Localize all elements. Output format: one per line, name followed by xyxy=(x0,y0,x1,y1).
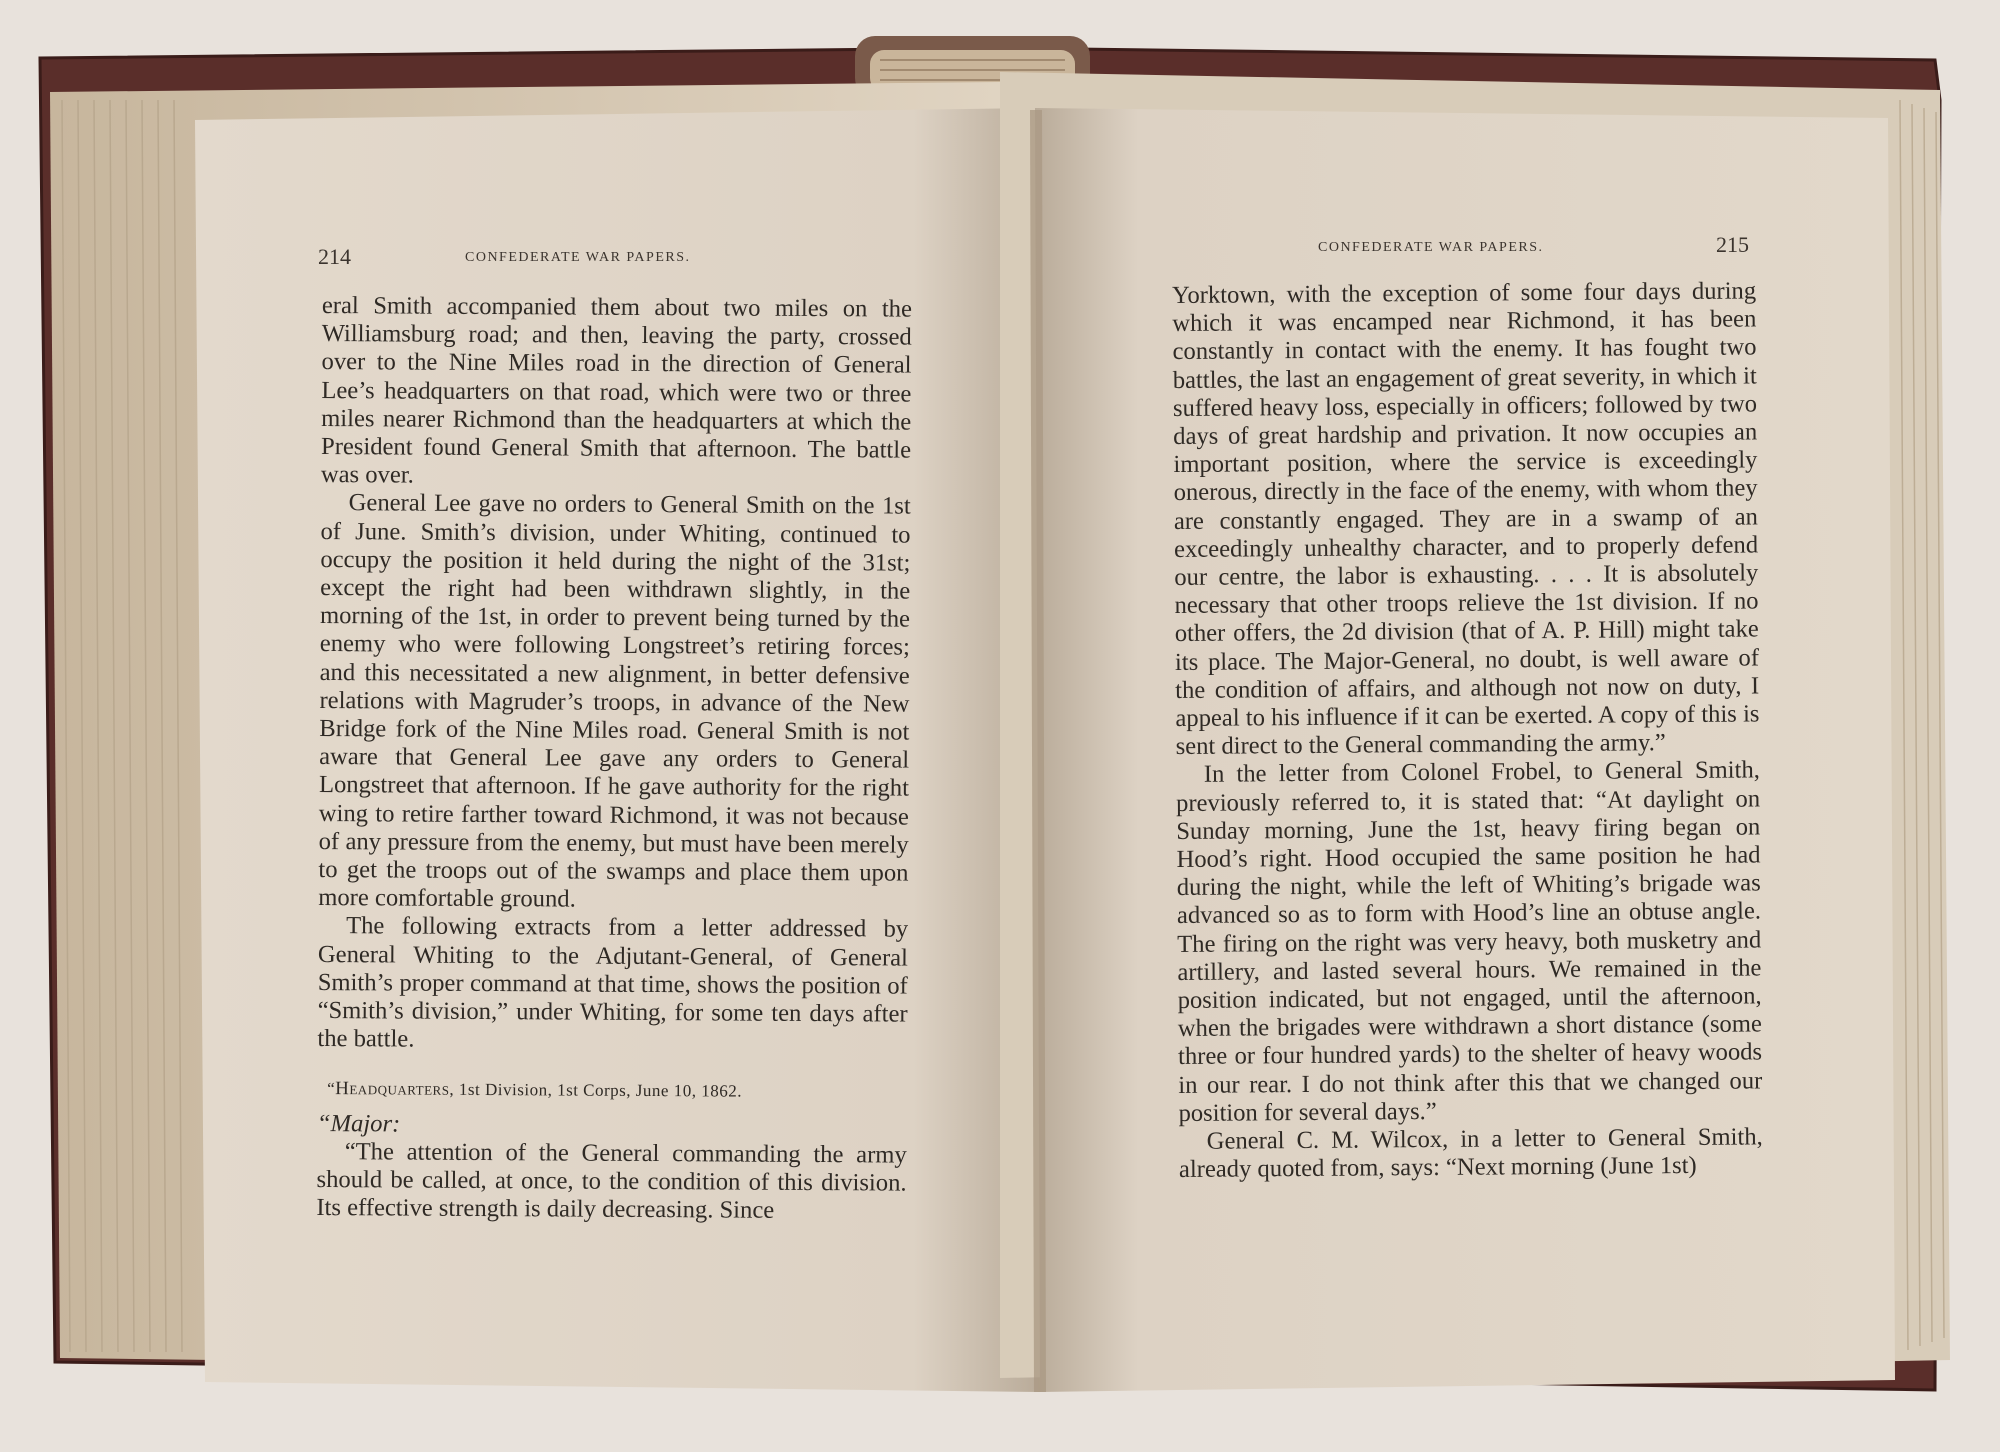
paragraph: In the letter from Colonel Frobel, to General Smith, previously referred to, it is stated that: “At daylight on Sunday morning, June the 1st, heavy firing began on Hood’s right. Hood occupied the same position he had during the night, while the left of Whiting’s brigade was advanced so as to form with Hood’s line an obtuse angle. The firing on the right was very heavy, both musketry and artillery, and lasted several hours. We remained in the position indicated, but not engaged, until the afternoon, when the brigades were withdrawn a short distance (some three or four hundred yards) to the shelter of heavy woods in our rear. I do not think after this that we changed our position for several days.” xyxy=(1175,756,1763,1127)
paragraph: General C. M. Wilcox, in a letter to General Smith, already quoted from, says: “Next morning (June 1st) xyxy=(1178,1123,1763,1184)
letterhead-word: Headquarters xyxy=(335,1078,450,1101)
right-page-number: 215 xyxy=(1716,232,1749,257)
right-page-body xyxy=(1172,277,1763,1184)
letter-heading xyxy=(327,1076,907,1108)
paragraph: eral Smith accompanied them about two miles on the Williamsburg road; and then, leaving the party, crossed over to the Nine Miles road in the direction of General Lee’s headquarters on that road, which were two or three miles nearer Richmond than the headquarters at which the President found General Smith that afternoon. The battle was over. xyxy=(320,292,912,489)
letterhead-quote: “ xyxy=(327,1079,336,1099)
left-running-head: CONFEDERATE WAR PAPERS. xyxy=(465,250,691,265)
paragraph: General Lee gave no orders to General Smith on the 1st of June. Smith’s division, under Whiting, continued to occupy the position it held during the night of the 31st; except the right had been withdrawn slightly, in the morning of the 1st, in order to prevent being turned by the enemy who were following Longstreet’s retiring forces; and this necessitated a new alignment, in better defensive relations with Magruder’s troops, in advance of the New Bridge fork of the Nine Miles road. General Smith is not aware that General Lee gave any orders to General Longstreet that afternoon. If he gave authority for the right wing to retire farther toward Richmond, it was not because of any pressure from the enemy, but must have been merely to get the troops out of the swamps and place them upon more comfortable ground. xyxy=(318,489,911,913)
paragraph: The following extracts from a letter addressed by General Whiting to the Adjutant-General, of General Smith’s proper command at that time, shows the position of “Smith’s division,” under Whiting, for some ten days after the battle. xyxy=(317,912,909,1053)
left-page-number: 214 xyxy=(318,244,351,269)
letter-salutation: “Major: xyxy=(316,1109,401,1138)
letterhead-rest: , 1st Division, 1st Corps, June 10, 1862. xyxy=(449,1080,743,1102)
paragraph: Yorktown, with the exception of some four days during which it was encamped near Richmond, it has been constantly in contact with the enemy. It has fought two battles, the last an engagement of great severity, in which it suffered heavy loss, especially in officers; followed by two days of great hardship and privation. It now occupies an important position, where the service is exceedingly onerous, directly in the face of the enemy, with whom they are constantly engaged. They are in a swamp of an exceedingly unhealthy character, and to properly defend our centre, the labor is exhausting. . . . It is absolutely necessary that other troops relieve the 1st division. If no other offers, the 2d division (that of A. P. Hill) might take its place. The Major-General, no doubt, is well aware of the condition of affairs, and although not now on duty, I appeal to his influence if it can be exerted. A copy of this is sent direct to the General commanding the army.” xyxy=(1172,277,1760,761)
letter-opening: “The attention of the General commanding the army should be called, at once, to the condition of this division. Its effective strength is daily decreasing. Since xyxy=(316,1138,907,1225)
left-page-body xyxy=(316,292,912,1226)
right-running-head: CONFEDERATE WAR PAPERS. xyxy=(1318,240,1544,255)
